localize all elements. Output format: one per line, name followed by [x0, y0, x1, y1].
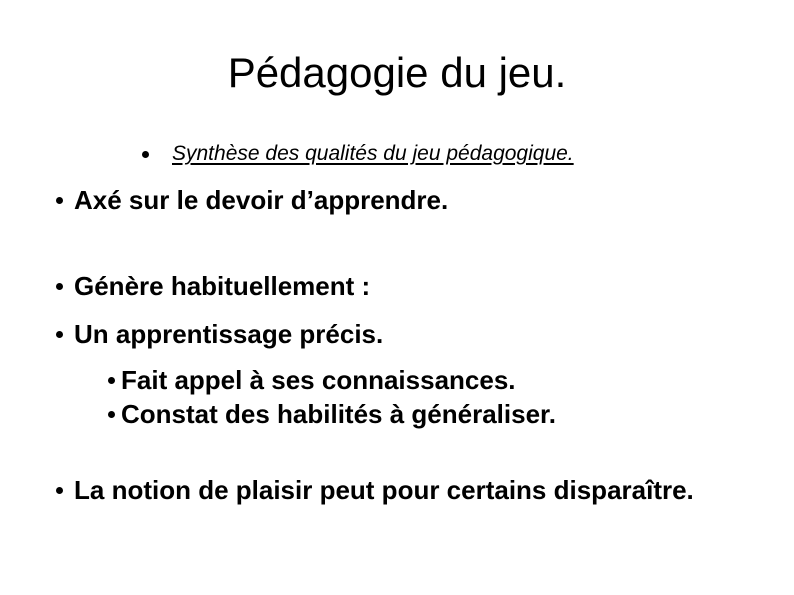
bullet-item [56, 474, 694, 506]
bullet-item-text: Un apprentissage précis. [74, 319, 384, 349]
bullet-item [56, 270, 370, 302]
bullet-icon [56, 283, 63, 290]
bullet-icon [56, 487, 63, 494]
subtitle-line [142, 140, 574, 168]
bullet-icon [108, 411, 115, 418]
subtitle-text: Synthèse des qualités du jeu pédagogique. [172, 142, 574, 165]
bullet-icon [56, 331, 63, 338]
sub-bullet-item [108, 364, 516, 396]
bullet-icon [142, 151, 149, 158]
bullet-item [56, 318, 383, 350]
sub-bullet-item [108, 398, 556, 430]
bullet-item [56, 184, 448, 216]
bullet-icon [108, 377, 115, 384]
sub-bullet-item-text: Fait appel à ses connaissances. [121, 365, 516, 395]
bullet-item-text: Axé sur le devoir d’apprendre. [74, 185, 449, 215]
bullet-item-text: La notion de plaisir peut pour certains disparaître. [74, 475, 694, 505]
bullet-item-text: Génère habituellement : [74, 271, 371, 301]
bullet-icon [56, 197, 63, 204]
slide-title: Pédagogie du jeu. [227, 49, 567, 96]
sub-bullet-item-text: Constat des habilités à généraliser. [121, 399, 556, 429]
